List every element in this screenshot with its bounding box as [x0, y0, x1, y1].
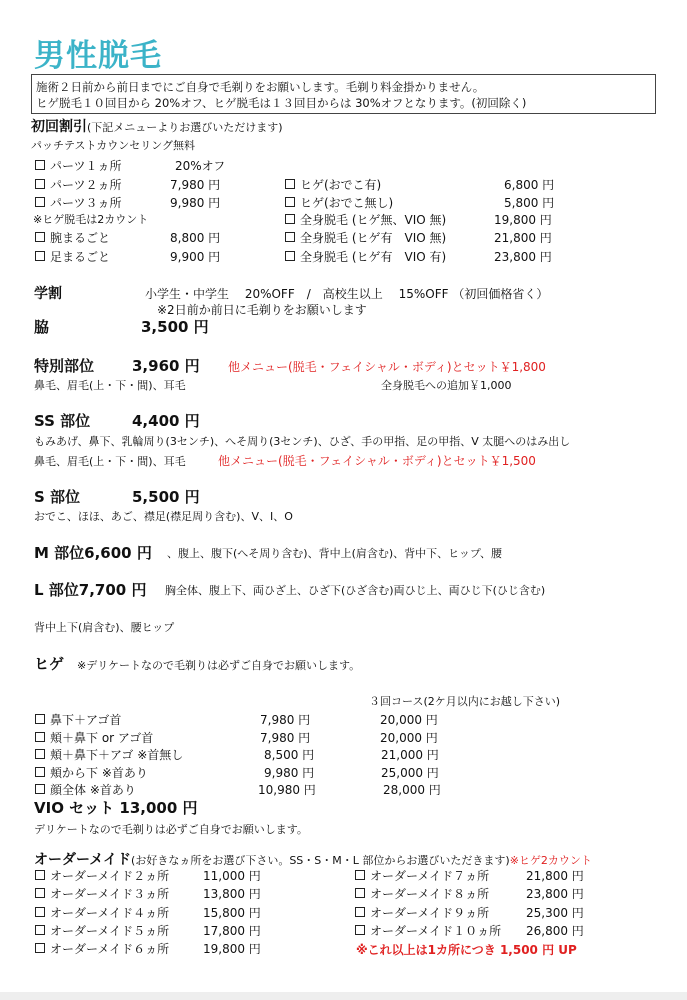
- hige-note: ※デリケートなので毛剃りは必ずご自身でお願いします。: [77, 659, 361, 672]
- page-footer-bar: [0, 992, 687, 1000]
- order-right-price: 21,800 円: [526, 869, 584, 883]
- order-right-item: オーダーメイド８ヵ所: [355, 885, 489, 902]
- checkbox-icon: [35, 943, 45, 953]
- ss-parts-2: 鼻毛、眉毛(上・下・間)、耳毛: [34, 455, 186, 468]
- order-right-price: 26,800 円: [526, 924, 584, 938]
- hige-course-price: 28,000 円: [383, 783, 441, 797]
- special-add-price: 全身脱毛への追加￥1,000: [381, 379, 512, 392]
- hige-heading: ヒゲ: [34, 655, 65, 673]
- first-left-item: 足まるごと: [35, 248, 110, 265]
- checkbox-icon: [35, 767, 45, 777]
- checkbox-icon: [285, 251, 295, 261]
- order-left-price: 15,800 円: [203, 906, 261, 920]
- checkbox-icon: [35, 732, 45, 742]
- first-right-price: 5,800 円: [504, 196, 555, 210]
- checkbox-icon: [285, 232, 295, 242]
- order-right-item: オーダーメイド９ヵ所: [355, 904, 489, 921]
- ss-set-price: 他メニュー(脱毛・フェイシャル・ボディ)とセット￥1,500: [218, 454, 536, 468]
- hige-row: 頬＋鼻下 or アゴ首: [35, 729, 153, 746]
- order-right-price: 23,800 円: [526, 887, 584, 901]
- first-discount-heading: 初回割引(下記メニューよりお選びいただけます): [31, 119, 283, 135]
- first-left-item: パーツ３ヵ所: [35, 194, 122, 211]
- checkbox-icon: [35, 907, 45, 917]
- s-parts: おでこ、ほほ、あご、襟足(襟足周り含む)、V、I、O: [34, 510, 293, 523]
- s-heading: S 部位: [34, 488, 81, 506]
- checkbox-icon: [35, 870, 45, 880]
- page-title: 男性脱毛: [34, 38, 162, 74]
- checkbox-icon: [285, 214, 295, 224]
- checkbox-icon: [35, 714, 45, 724]
- order-left-price: 13,800 円: [203, 887, 261, 901]
- notice-line-2: ヒゲ脱毛１０回目から 20%オフ、ヒゲ脱毛は１３回目からは 30%オフとなります。(初回除く): [36, 96, 527, 110]
- checkbox-icon: [35, 179, 45, 189]
- m-heading: M 部位6,600 円: [34, 544, 152, 562]
- first-left-price: 9,900 円: [170, 250, 221, 264]
- order-left-price: 17,800 円: [203, 924, 261, 938]
- first-left-item: パーツ１ヵ所: [35, 157, 122, 174]
- ss-price: 4,400 円: [132, 412, 200, 430]
- checkbox-icon: [35, 784, 45, 794]
- first-left-price: 7,980 円: [170, 178, 221, 192]
- checkbox-icon: [35, 749, 45, 759]
- checkbox-icon: [355, 907, 365, 917]
- first-right-price: 21,800 円: [494, 231, 552, 245]
- checkbox-icon: [35, 888, 45, 898]
- first-right-price: 6,800 円: [504, 178, 555, 192]
- first-right-item: ヒゲ(おでこ無し): [285, 194, 393, 211]
- first-left-price: 9,980 円: [170, 196, 221, 210]
- hige-price: 7,980 円: [260, 731, 311, 745]
- hige-course-header: ３回コース(2ケ月以内にお越し下さい): [369, 695, 561, 708]
- vio-heading: VIO セット 13,000 円: [34, 799, 198, 817]
- beard-count-note: ※ヒゲ脱毛は2カウント: [33, 213, 149, 226]
- notice-line-1: 施術２日前から前日までにご自身で毛剃りをお願いします。毛剃り料金掛かりません。: [36, 80, 485, 94]
- order-left-item: オーダーメイド３ヵ所: [35, 885, 169, 902]
- patch-test-note: パッチテストカウンセリング無料: [31, 139, 196, 152]
- order-heading-row: オーダーメイド(お好きなヵ所をお選び下さい。SS・S・M・L 部位からお選びいただきます)※ヒゲ2カウント: [34, 852, 592, 868]
- waki-price: 3,500 円: [141, 318, 209, 336]
- checkbox-icon: [355, 870, 365, 880]
- checkbox-icon: [285, 179, 295, 189]
- order-right-item: オーダーメイド７ヵ所: [355, 867, 489, 884]
- first-right-item: ヒゲ(おでこ有): [285, 176, 381, 193]
- special-set-price: 他メニュー(脱毛・フェイシャル・ボディ)とセット￥1,800: [228, 360, 546, 374]
- first-left-item: パーツ２ヵ所: [35, 176, 122, 193]
- hige-course-price: 20,000 円: [380, 731, 438, 745]
- special-heading: 特別部位: [34, 357, 95, 375]
- hige-price: 7,980 円: [260, 713, 311, 727]
- order-left-item: オーダーメイド２ヵ所: [35, 867, 169, 884]
- order-right-item: オーダーメイド１０ヵ所: [355, 922, 501, 939]
- hige-course-price: 21,000 円: [381, 748, 439, 762]
- first-left-item: 腕まるごと: [35, 229, 110, 246]
- first-left-price: 8,800 円: [170, 231, 221, 245]
- ss-heading: SS 部位: [34, 412, 91, 430]
- first-left-price: 20%オフ: [175, 159, 226, 173]
- m-parts: 、腹上、腹下(へそ周り含む)、背中上(肩含む)、背中下、ヒップ、腰: [167, 547, 502, 560]
- l-parts: 胸全体、腹上下、両ひざ上、ひざ下(ひざ含む)両ひじ上、両ひじ下(ひじ含む): [165, 584, 546, 597]
- special-price: 3,960 円: [132, 357, 200, 375]
- vio-note: デリケートなので毛剃りは必ずご自身でお願いします。: [34, 823, 308, 836]
- order-left-price: 11,000 円: [203, 869, 261, 883]
- checkbox-icon: [355, 925, 365, 935]
- student-discount-line: 小学生・中学生 20%OFF / 高校生以上 15%OFF （初回価格省く）: [145, 287, 549, 301]
- hige-course-price: 20,000 円: [380, 713, 438, 727]
- first-right-item: 全身脱毛 (ヒゲ有 VIO 有): [285, 248, 446, 265]
- special-parts: 鼻毛、眉毛(上・下・間)、耳毛: [34, 379, 186, 392]
- hige-row: 顔全体 ※首あり: [35, 781, 136, 798]
- l-heading: L 部位7,700 円: [34, 581, 147, 599]
- checkbox-icon: [35, 197, 45, 207]
- checkbox-icon: [285, 197, 295, 207]
- checkbox-icon: [35, 251, 45, 261]
- ss-parts: もみあげ、鼻下、乳輪周り(3センチ)、へそ周り(3センチ)、ひざ、手の甲指、足の甲指、V 太腿へのはみ出し: [34, 435, 571, 448]
- hige-price: 8,500 円: [264, 748, 315, 762]
- student-discount-heading: 学割: [34, 286, 62, 302]
- hige-row: 頬＋鼻下＋アゴ ※首無し: [35, 746, 183, 763]
- first-right-price: 23,800 円: [494, 250, 552, 264]
- student-discount-note: ※2日前か前日に毛剃りをお願いします: [157, 303, 367, 317]
- order-left-price: 19,800 円: [203, 942, 261, 956]
- order-right-price: 25,300 円: [526, 906, 584, 920]
- checkbox-icon: [355, 888, 365, 898]
- hige-price: 9,980 円: [264, 766, 315, 780]
- checkbox-icon: [35, 160, 45, 170]
- first-right-item: 全身脱毛 (ヒゲ有 VIO 無): [285, 229, 446, 246]
- notice-box: [31, 74, 656, 114]
- waki-heading: 脇: [34, 318, 50, 336]
- hige-course-price: 25,000 円: [381, 766, 439, 780]
- hige-row: 頬から下 ※首あり: [35, 764, 148, 781]
- hige-row: 鼻下＋アゴ首: [35, 711, 121, 728]
- order-extra-note: ※これ以上は1カ所につき 1,500 円 UP: [356, 943, 577, 957]
- checkbox-icon: [35, 232, 45, 242]
- first-right-item: 全身脱毛 (ヒゲ無、VIO 無): [285, 211, 446, 228]
- l-parts-2: 背中上下(肩含む)、腰ヒップ: [34, 621, 175, 634]
- order-left-item: オーダーメイド４ヵ所: [35, 904, 169, 921]
- first-right-price: 19,800 円: [494, 213, 552, 227]
- s-price: 5,500 円: [132, 488, 200, 506]
- order-left-item: オーダーメイド５ヵ所: [35, 922, 169, 939]
- order-left-item: オーダーメイド６ヵ所: [35, 940, 169, 957]
- hige-price: 10,980 円: [258, 783, 316, 797]
- checkbox-icon: [35, 925, 45, 935]
